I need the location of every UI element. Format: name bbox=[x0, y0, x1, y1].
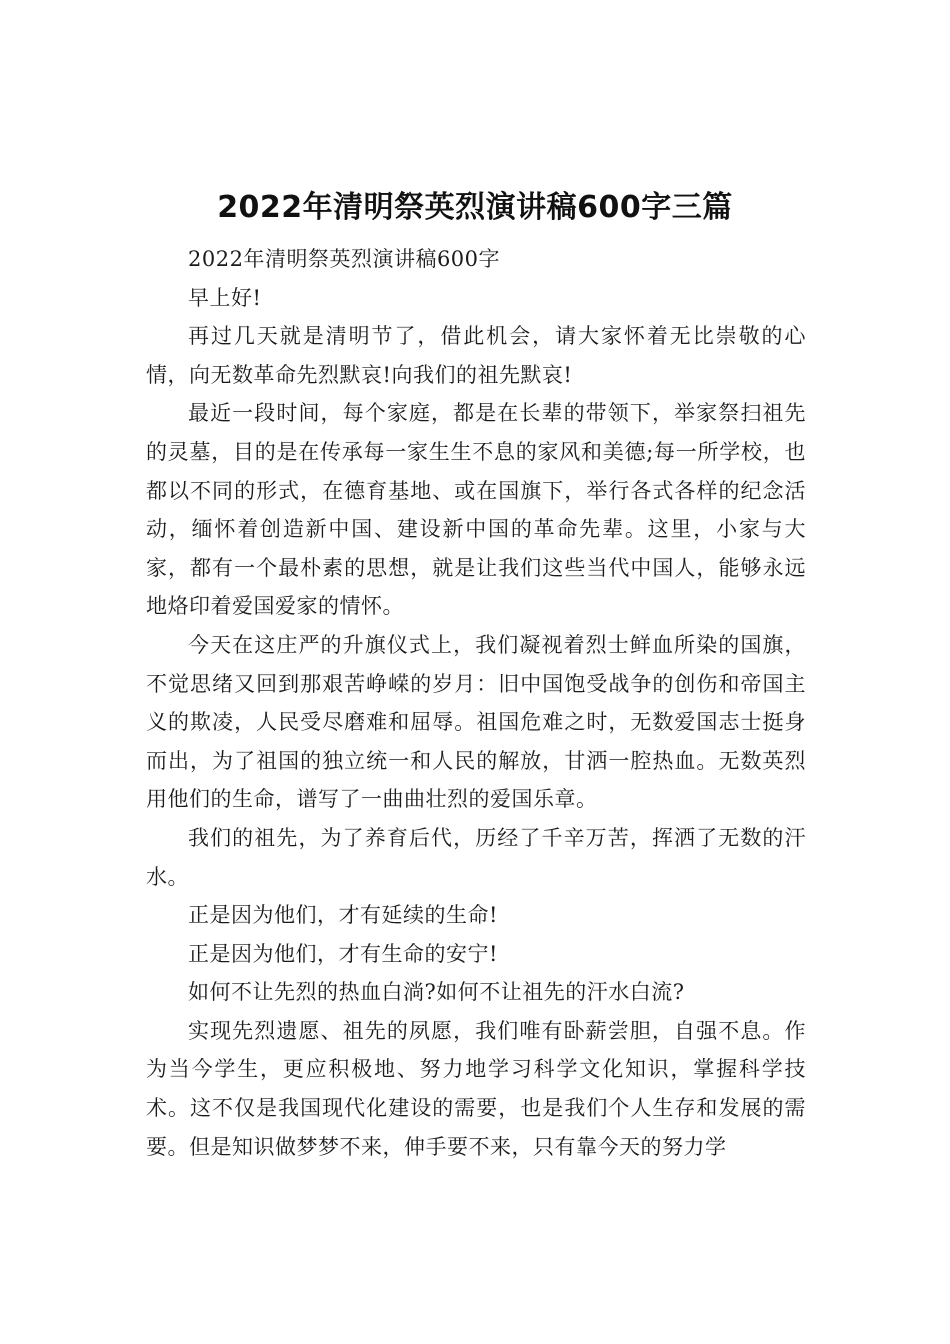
document-title: 2022年清明祭英烈演讲稿600字三篇 bbox=[217, 190, 733, 225]
body-paragraph: 早上好! bbox=[188, 285, 262, 310]
body-paragraph: 我们的祖先，为了养育后代，历经了千辛万苦，挥洒了无数的汗水。 bbox=[146, 825, 806, 889]
body-paragraph: 最近一段时间，每个家庭，都是在长辈的带领下，举家祭扫祖先的灵墓，目的是在传承每一家生生不息的家风和美德;每一所学校，也都以不同的形式，在德育基地、或在国旗下，举行各式各样的纪念活动，缅怀着创造新中国、建设新中国的革命先辈。这里，小家与大家，都有一个最朴素的思想，就是让我们这些当代中国人，能够永远地烙印着爱国爱家的情怀。 bbox=[146, 401, 806, 619]
body-paragraph: 正是因为他们，才有生命的安宁! bbox=[188, 941, 498, 966]
document-body bbox=[146, 240, 806, 1166]
body-paragraph: 2022年清明祭英烈演讲稿600字 bbox=[188, 247, 501, 271]
body-paragraph: 今天在这庄严的升旗仪式上，我们凝视着烈士鲜血所染的国旗，不觉思绪又回到那艰苦峥嵘的岁月：旧中国饱受战争的创伤和帝国主义的欺凌，人民受尽磨难和屈辱。祖国危难之时，无数爱国志士挺身而出，为了祖国的独立统一和人民的解放，甘洒一腔热血。无数英烈用他们的生命，谱写了一曲曲壮烈的爱国乐章。 bbox=[146, 632, 806, 812]
body-paragraph: 再过几天就是清明节了，借此机会，请大家怀着无比崇敬的心情，向无数革命先烈默哀!向我们的祖先默哀! bbox=[146, 324, 806, 387]
body-paragraph: 如何不让先烈的热血白淌?如何不让祖先的汗水白流? bbox=[188, 980, 685, 1005]
body-paragraph: 正是因为他们，才有延续的生命! bbox=[188, 903, 498, 928]
body-paragraph: 实现先烈遗愿、祖先的夙愿，我们唯有卧薪尝胆，自强不息。作为当今学生，更应积极地、努力地学习科学文化知识，掌握科学技术。这不仅是我国现代化建设的需要，也是我们个人生存和发展的需要。但是知识做梦梦不来，伸手要不来，只有靠今天的努力学 bbox=[146, 1018, 806, 1159]
